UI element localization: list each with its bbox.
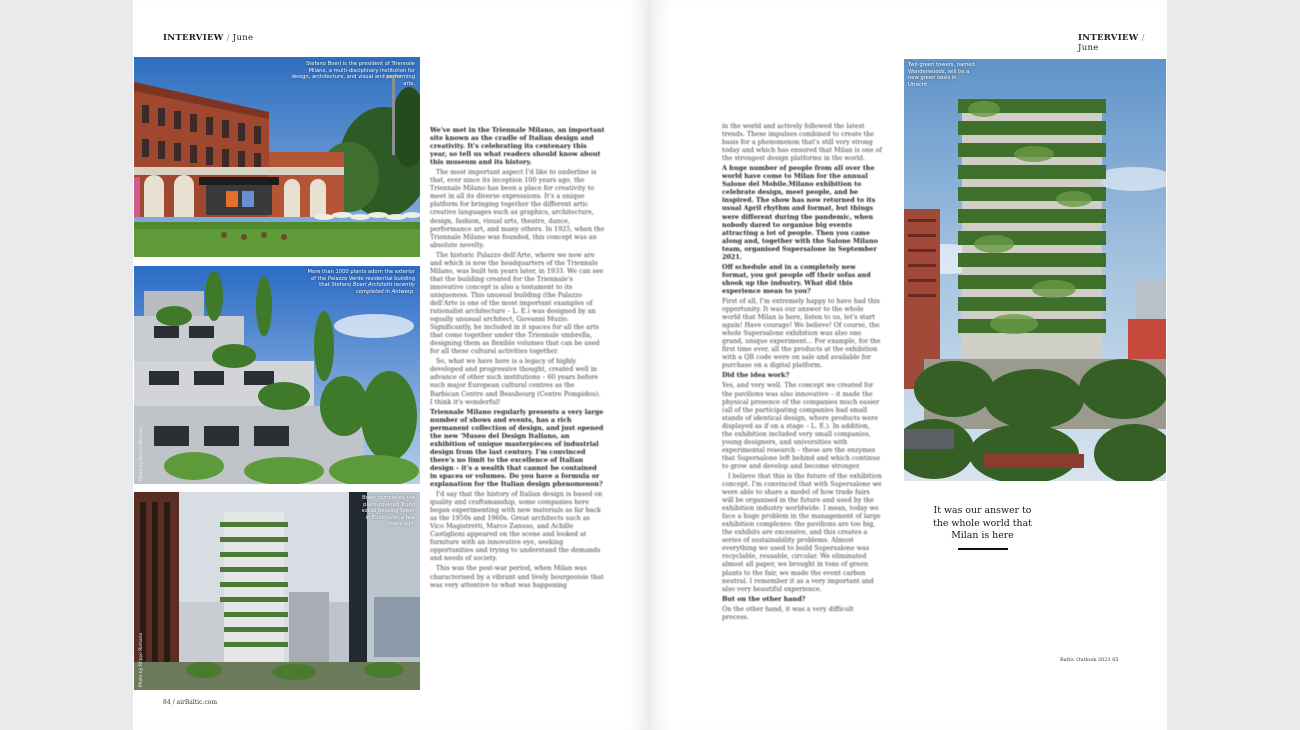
site-name: airBaltic.com [176, 699, 218, 706]
paragraph: So, what we have here is a legacy of highly developed and progressive thought, created well in advance of other such institutions – 60 years before such major European cultural centres as the Barbican Centre and Beaubourg (Centre Pompidou). I think it's wonderful! [430, 357, 601, 406]
palazzo-verde-image [134, 266, 420, 484]
paragraph: A huge number of people from all over the world have come to Milan for the annual Salone del Mobile.Milano exhibition to celebrate design, meet people, and be inspired. The show has now returned to its usual April rhythm and format, but things were different during the pandemic, when nobody dared to organise big events attracting a lot of people. Then you came along and, together with the Salone Milano team, organised Supersalone in September 2021. [722, 164, 878, 261]
paragraph: Did the idea work? [722, 371, 790, 380]
paragraph: Triennale Milano regularly presents a very large number of shows and events, has a rich permanent collection of design, and just opened the new 'Museo del Design Italiano, an exhibition of unique masterpieces of industrial design from the last century. I'm convinced there's no limit to the excellence of Italian design – it's a wealth that cannot be contained in spaces or volumes. Do you have a formula or explanation for the Italian design phenomenon? [430, 407, 604, 489]
photo-caption [305, 269, 415, 295]
header-separator: / [226, 33, 233, 43]
pull-quote-line: the whole world that [933, 517, 1032, 529]
paragraph: We've met in the Triennale Milano, an important site known as the cradle of Italian design and creativity. It's celebrating its centenary this year, so tell us what readers should know about this museum and its history. [430, 126, 605, 167]
paragraph: This was the post-war period, when Milan was characterised by a vibrant and lively bourgeoisie that was very attentive to what was happening [430, 564, 604, 589]
paragraph: in the world and actively followed the latest trends. These impulses combined to create the basis for a phenomenon that's still very strong today and which has ensured that Milan is one of the strongest design platforms in the world. [722, 122, 882, 163]
paragraph: The historic Palazzo dell'Arte, where we now are and which is now the headquarters of the Triennale Milano, was built ten years later, in 1933. We can see that the building created for the Triennale's innovative concept is also a testament to its uniqueness. This unusual building (the Palazzo dell'Arte is one of the most important examples of rationalist architecture – L. E.) was designed by an equally unusual architect, Giovanni Muzio. Significantly, he included in it spaces for all the arts that come together under the Triennale umbrella, designing them as flexible volumes that can be used for all these cultural activities together. [430, 250, 604, 356]
pull-quote-rule [958, 548, 1008, 550]
photo-trudo-tower [134, 492, 420, 690]
section-label: INTERVIEW [163, 33, 224, 43]
right-page [650, 0, 1167, 730]
header-separator: / [1141, 33, 1145, 43]
page-number: 85 [1112, 657, 1119, 663]
photo-caption: Stefano Boeri is the president of Triennale Milano, a multi-disciplinary institution for design, architecture, and visual and performing arts. [291, 61, 415, 87]
right-page-header [1078, 33, 1167, 53]
left-footer: 84 / airBaltic.com [163, 699, 218, 706]
month-label: June [232, 33, 254, 43]
pull-quote-line: Milan is here [951, 530, 1014, 541]
paragraph: First of all, I'm extremely happy to have had this opportunity. It was our answer to the whole world that Milan is here, listen to us, let's start again! Have courage! We believe! Of course, the whole Supersalone exhibition was also one grand, unique experiment... For example, for the first time ever, all the products at the exhibition with a QR code were on sale and available for purchase on a digital platform. [722, 296, 881, 370]
section-label: INTERVIEW [1078, 33, 1139, 43]
left-page-header [163, 33, 253, 43]
pull-quote [930, 505, 1035, 543]
publication-year: 2023 [1097, 657, 1111, 663]
photo-wonderwoods [904, 59, 1166, 481]
wonderwoods-image [904, 59, 1166, 481]
paragraph: Off schedule and in a completely new format, you got people off their sofas and shook up the industry. What did this experience mean to you? [722, 262, 871, 295]
photo-credit: Photo by Dimitri Roussel [139, 427, 144, 481]
photo-caption: Boeri completed the plant-covered Trudo social housing tower in Eindhoven a few years ago. [361, 495, 415, 528]
article-column-1 [430, 126, 605, 591]
photo-credit: Photo by Filippo Romano [139, 632, 144, 687]
pull-quote-line: It was our answer to [933, 505, 1032, 516]
right-footer [1060, 657, 1119, 663]
left-page [133, 0, 650, 730]
month-label: June [1078, 43, 1099, 53]
paragraph: The most important aspect I'd like to underline is that, ever since its inception 100 years ago, the Triennale Milano has been a place for creativity to meet in all its diverse expressions. It's a unique platform for bringing together the different artic creative languages such as graphics, architecture, design, fashion, visual arts, theatre, dance, performance art, and many others. In 1925, when the Triennale Milano was founded, this concept was an absolute novelty. [430, 168, 605, 249]
photo-caption-part: Boeri Architetti recently completed in Antwerp. [353, 282, 415, 295]
photo-triennale-palazzo [134, 57, 420, 257]
publication-name: Baltic Outlook [1060, 657, 1097, 663]
photo-palazzo-verde [134, 266, 420, 484]
paragraph: I believe that this is the future of the exhibition concept. I'm convinced that with Supersalone we were able to share a model of how trade fairs will be organised in the future and used by the exhibition industry worldwide. I mean, today we face a huge problem in the management of large exhibition complexes: the pavilions are too big, the exhibits are excessive, and this creates a series of sustainability problems. Almost everything we used to build Supersalone was recyclable, reusable, circular. We eliminated almost all paper, we brought in tons of green plants to the fair, we made the event carbon neutral. I remember it as a very important and also very beautiful experience. [722, 471, 882, 593]
page-number: 84 [163, 699, 171, 706]
photo-caption-part: More than 1000 plants adorn the exterior of the Palazzo Verde residential building that Stefano [307, 269, 415, 289]
paragraph: Yes, and very well. The concept we created for the pavilions was also innovative – it made the physical presence of the companies much easier (all of the participating companies had small stands of identical design, where products were displayed as if on a stage – L. E.). In addition, the exhibition included very small companies, young designers, and universities with experimental research – these are the enzymes that Supersalone left behind and which continue to grow and develop and become stronger. [722, 381, 881, 470]
paragraph: On the other hand, it was a very difficult process. [722, 604, 854, 621]
paragraph: But on the other hand? [722, 594, 806, 603]
paragraph: I'd say that the history of Italian design is based on quality and craftsmanship, some companies here began experimenting with new materials as far back as the 1950s and 1960s. Great architects such as Vico Magistretti, Marco Zanuso, and Achille Castiglioni appeared on the scene and looked at furniture with an innovative eye, seeking opportunities and trying to understand the demands and needs of society. [430, 490, 603, 563]
article-column-2 [722, 122, 882, 623]
photo-caption: Two green towers, named Wonderwoods, will be a new green oasis in Utrecht. [908, 62, 975, 88]
